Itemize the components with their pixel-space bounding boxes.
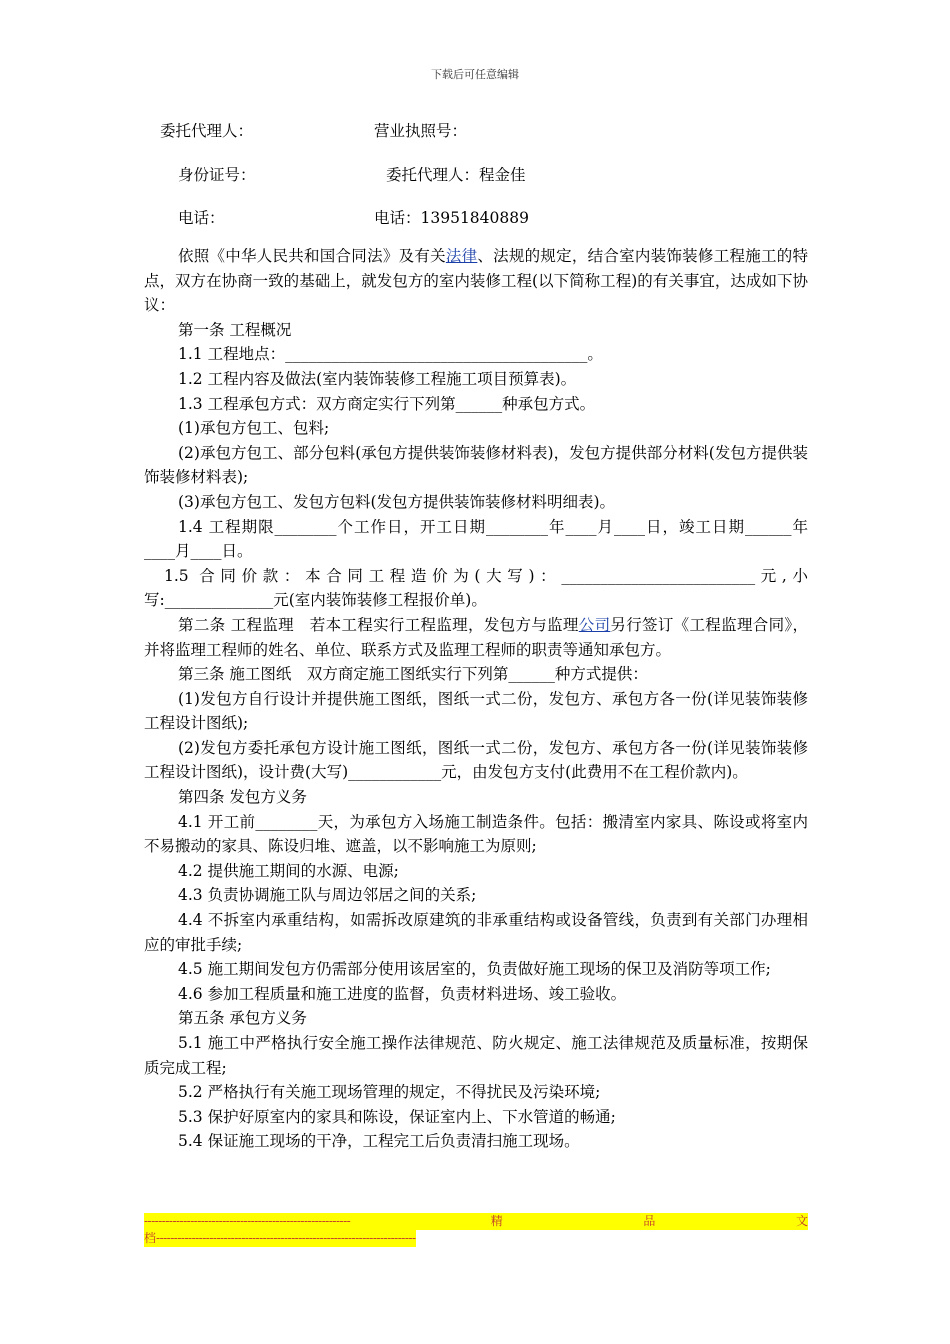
footer-line-2: 档------------------------------------------------------------------------- [144,1231,416,1245]
article-1-heading: 第一条 工程概况 [178,320,292,339]
id-number-label: 身份证号： [178,166,256,184]
clause-4-1: 4.1 开工前________天，为承包方入场施工制造条件。包括：搬清室内家具、陈设或将室内不易搬动的家具、陈设归堆、遮盖，以不影响施工为原则; [144,812,808,856]
clause-1-3: 1.3 工程承包方式：双方商定实行下列第______种承包方式。 [178,394,596,413]
article-2: 第二条 工程监理 若本工程实行工程监理，发包方与监理公司另行签订《工程监理合同》，并将监理工程师的姓名、单位、联系方式及监理工程师的职责等通知承包方。 [144,615,808,659]
business-license-label: 营业执照号： [374,122,468,140]
phone-number-right: 电话：13951840889 [374,209,529,227]
clause-4-3: 4.3 负责协调施工队与周边邻居之间的关系; [178,886,477,905]
clause-3-2: (2)发包方委托承包方设计施工图纸，图纸一式二份，发包方、承包方各一份(详见装饰装修工程设计图纸)，设计费(大写)____________元，由发包方支付(此费用不在工程价款内)。 [144,738,808,782]
company-link[interactable]: 公司 [578,615,611,634]
clause-1-4: 1.4 工程期限________个工作日，开工日期________年____月____日，竣工日期______年____月____日。 [144,517,808,561]
clause-4-4: 4.4 不拆室内承重结构，如需拆改原建筑的非承重结构或设备管线，负责到有关部门办理相应的审批手续; [144,911,808,954]
contract-body [144,244,808,1154]
clause-1-1: 1.1 工程地点：_______________________________________。 [178,345,603,364]
clause-1-3-option-3: (3)承包方包工、发包方包料(发包方提供装饰装修材料明细表)。 [178,492,616,511]
page-header-note: 下载后可任意编辑 [431,68,519,81]
intro-paragraph: 依照《中华人民共和国合同法》及有关法律、法规的规定，结合室内装饰装修工程施工的特点，双方在协商一致的基础上，就发包方的室内装修工程(以下简称工程)的有关事宜，达成如下协议： [144,247,808,315]
agent-name-right: 委托代理人：程金佳 [386,166,526,184]
clause-3-1: (1)发包方自行设计并提供施工图纸，图纸一式二份，发包方、承包方各一份(详见装饰装修工程设计图纸); [144,689,808,733]
clause-1-3-option-2: (2)承包方包工、部分包料(承包方提供装饰装修材料表)，发包方提供部分材料(发包方提供装饰装修材料表); [144,443,808,487]
article-4-heading: 第四条 发包方义务 [178,788,307,807]
clause-4-6: 4.6 参加工程质量和施工进度的监督，负责材料进场、竣工验收。 [178,984,627,1003]
article-3: 第三条 施工图纸 双方商定施工图纸实行下列第______种方式提供： [178,665,648,684]
clause-5-1: 5.1 施工中严格执行安全施工操作法律规范、防火规定、施工法律规范及质量标准，按期保质完成工程; [144,1034,808,1077]
clause-5-4: 5.4 保证施工现场的干净，工程完工后负责清扫施工现场。 [178,1132,580,1151]
clause-1-5: 1.5 合同价款：本合同工程造价为(大写)：_________________________元,小写:______________元(室内装饰装修工程报价单)。 [144,566,808,610]
clause-5-3: 5.3 保护好原室内的家具和陈设，保证室内上、下水管道的畅通; [178,1107,616,1126]
article-5-heading: 第五条 承包方义务 [178,1009,307,1028]
clause-1-3-option-1: (1)承包方包工、包料; [178,419,330,438]
clause-5-2: 5.2 严格执行有关施工现场管理的规定，不得扰民及污染环境; [178,1083,601,1102]
agent-label-left: 委托代理人： [160,122,254,140]
footer-line-1: ---------------------------------------------------------- 精 品 文 [144,1214,808,1228]
clause-4-5: 4.5 施工期间发包方仍需部分使用该居室的，负责做好施工现场的保卫及消防等项工作; [178,960,771,979]
phone-label-left: 电话： [178,209,225,227]
footer-watermark [144,1213,808,1247]
law-link[interactable]: 法律 [445,247,478,265]
clause-4-2: 4.2 提供施工期间的水源、电源; [178,861,399,880]
clause-1-2: 1.2 工程内容及做法(室内装饰装修工程施工项目预算表)。 [178,369,577,388]
